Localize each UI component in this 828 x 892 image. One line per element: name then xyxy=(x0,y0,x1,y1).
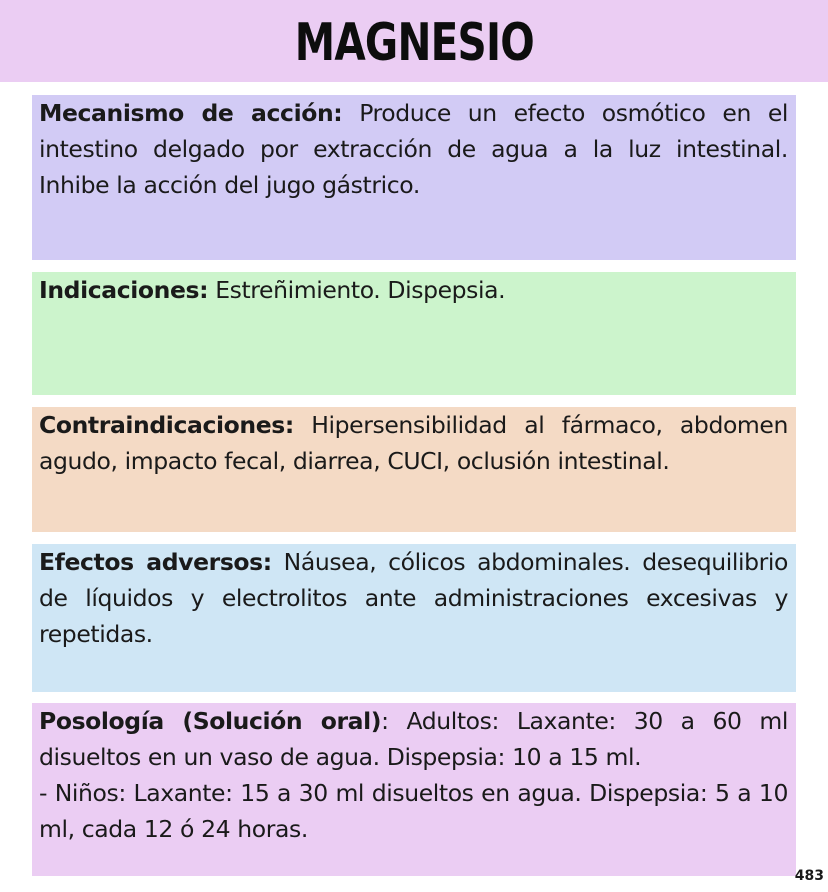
section-label: Posología (Solución oral) xyxy=(39,707,382,735)
section-body: Hipersensibilidad al fármaco, abdomen agudo, impacto fecal, diarrea, CUCI, oclusión intestinal. xyxy=(39,411,788,475)
section-body: Produce un efecto osmótico en el intestino delgado por extracción de agua a la luz intestinal. Inhibe la acción del jugo gástrico. xyxy=(39,99,789,199)
page-number: 483 xyxy=(794,868,824,884)
section-label: Indicaciones: xyxy=(39,276,209,304)
section-indicaciones-text xyxy=(39,272,788,308)
section-posologia-text-ninos xyxy=(39,775,788,847)
section-mecanismo xyxy=(32,95,796,260)
section-posologia xyxy=(32,703,796,876)
page-header xyxy=(0,0,828,82)
section-body: : Adultos: Laxante: 30 a 60 ml disueltos en un vaso de agua. Dispepsia: 10 a 15 ml. xyxy=(39,707,788,771)
page-title: MAGNESIO xyxy=(294,13,534,73)
section-efectos-text xyxy=(39,544,788,652)
section-body: Estreñimiento. Dispepsia. xyxy=(215,276,506,304)
section-body-ninos: - Niños: Laxante: 15 a 30 ml disueltos en agua. Dispepsia: 5 a 10 ml, cada 12 ó 24 horas. xyxy=(39,779,788,843)
section-contraindicaciones xyxy=(32,407,796,532)
section-contraindicaciones-text xyxy=(39,407,788,479)
section-posologia-text xyxy=(39,703,788,775)
section-body: Náusea, cólicos abdominales. desequilibrio de líquidos y electrolitos ante administraciones excesivas y repetidas. xyxy=(39,548,789,648)
section-indicaciones xyxy=(32,272,796,395)
section-label: Contraindicaciones: xyxy=(39,411,294,439)
section-efectos-adversos xyxy=(32,544,796,692)
section-mecanismo-text xyxy=(39,95,788,203)
section-label: Mecanismo de acción: xyxy=(39,99,343,127)
section-label: Efectos adversos: xyxy=(39,548,272,576)
